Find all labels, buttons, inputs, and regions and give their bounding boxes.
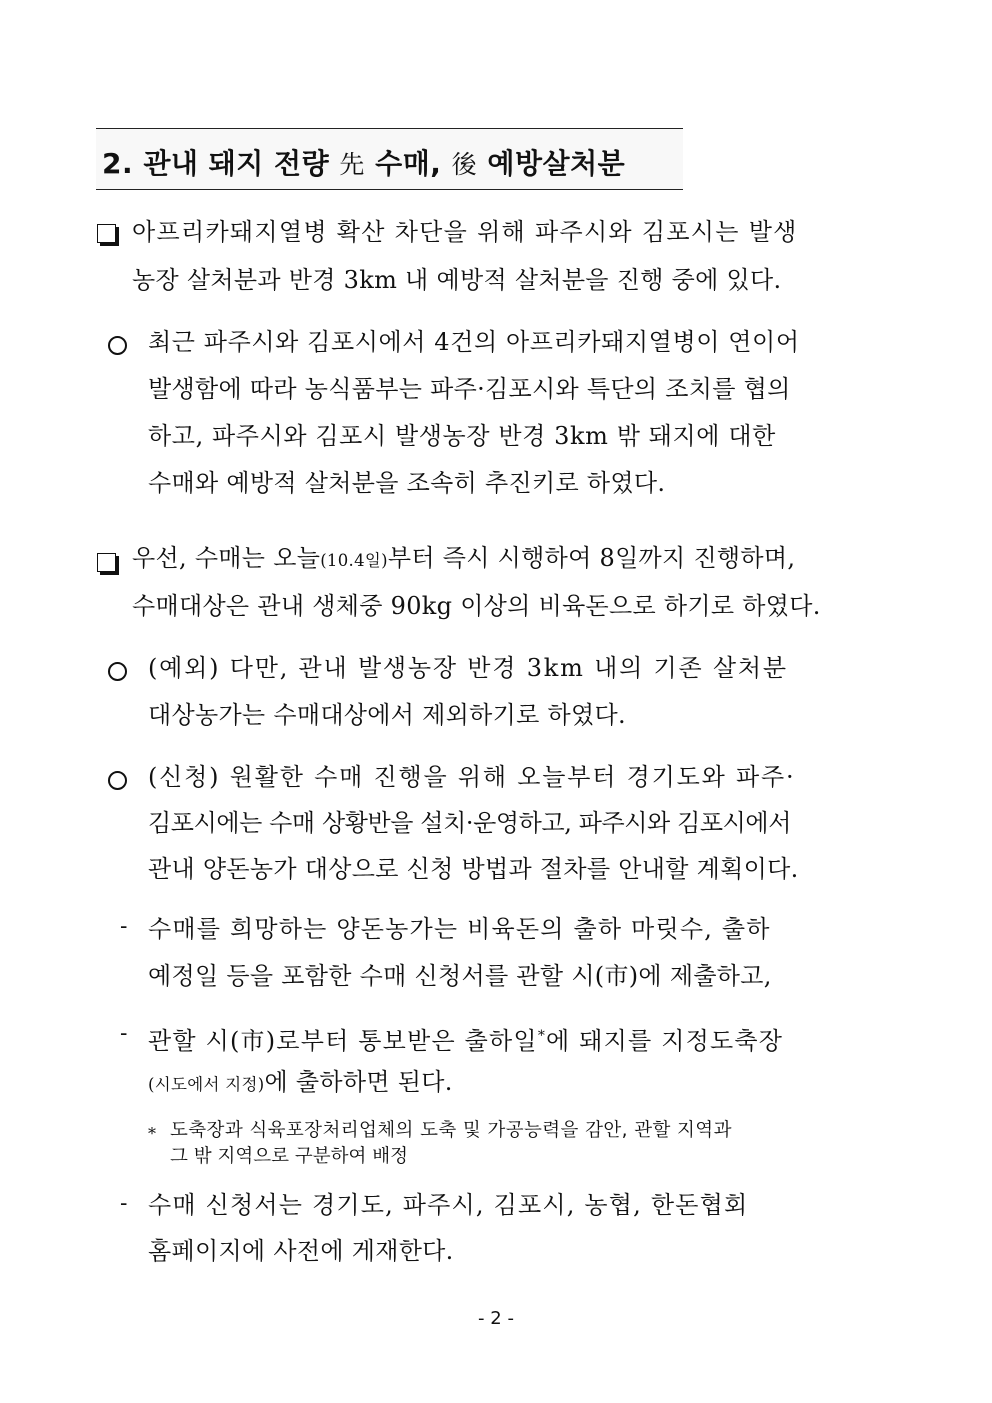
paragraph-line: 하고, 파주시와 김포시 발생농장 반경 3km 밖 돼지에 대한 [148, 422, 776, 450]
paragraph-line [132, 542, 795, 577]
section-heading-box [96, 128, 683, 190]
heading-mid: 수매, [364, 147, 452, 180]
paragraph-line: 최근 파주시와 김포시에서 4건의 아프리카돼지열병이 연이어 [148, 328, 800, 356]
heading-hanja-first: 先 [339, 150, 365, 179]
circle-bullet-icon [108, 336, 127, 355]
text-run: 에 출하하면 된다. [264, 1068, 453, 1096]
dash-bullet: - [120, 914, 128, 939]
footnote-star: * [148, 1124, 156, 1143]
heading-suffix: 예방살처분 [477, 147, 626, 180]
circle-bullet-icon [108, 771, 127, 790]
square-bullet-icon [97, 224, 116, 243]
designation-note: (시도에서 지정) [148, 1075, 265, 1094]
section-heading [102, 142, 625, 182]
paragraph-line: 농장 살처분과 반경 3km 내 예방적 살처분을 진행 중에 있다. [132, 266, 782, 294]
square-bullet-icon [97, 553, 116, 572]
paragraph-line [148, 1066, 453, 1101]
dash-bullet: - [120, 1021, 128, 1046]
circle-bullet-icon [108, 662, 127, 681]
paragraph-line: 관내 양돈농가 대상으로 신청 방법과 절차를 안내할 계획이다. [148, 855, 799, 883]
text-run: 관할 시(市)로부터 통보받은 출하일 [148, 1027, 538, 1055]
text-run: 에 돼지를 지정도축장 [546, 1027, 784, 1055]
paragraph-line: 예정일 등을 포함한 수매 신청서를 관할 시(市)에 제출하고, [148, 962, 772, 990]
text-run: 우선, 수매는 오늘 [132, 544, 321, 572]
dash-bullet: - [120, 1191, 128, 1216]
paragraph-line: 수매와 예방적 살처분을 조속히 추진키로 하였다. [148, 469, 666, 497]
paragraph-line: (예외) 다만, 관내 발생농장 반경 3km 내의 기존 살처분 [148, 654, 788, 682]
heading-prefix: 2. 관내 돼지 전량 [102, 147, 340, 180]
heading-hanja-after: 後 [451, 150, 478, 179]
paragraph-line: (신청) 원활한 수매 진행을 위해 오늘부터 경기도와 파주· [148, 763, 796, 791]
paragraph-line: 발생함에 따라 농식품부는 파주·김포시와 특단의 조치를 협의 [148, 375, 791, 403]
paragraph-line: 김포시에는 수매 상황반을 설치·운영하고, 파주시와 김포시에서 [148, 809, 791, 837]
footnote-mark: * [537, 1028, 547, 1044]
paragraph-line: 수매를 희망하는 양돈농가는 비육돈의 출하 마릿수, 출하 [148, 915, 771, 943]
page-number: - 2 - [478, 1308, 514, 1329]
paragraph-line [148, 1020, 783, 1057]
text-run: 부터 즉시 시행하여 8일까지 진행하며, [387, 544, 796, 572]
paragraph-line: 수매대상은 관내 생체중 90kg 이상의 비육돈으로 하기로 하였다. [132, 592, 821, 620]
paragraph-line: 아프리카돼지열병 확산 차단을 위해 파주시와 김포시는 발생 [132, 218, 798, 246]
footnote-line: 그 밖 지역으로 구분하여 배정 [170, 1146, 408, 1167]
date-note: (10.4일) [320, 551, 388, 570]
paragraph-line: 수매 신청서는 경기도, 파주시, 김포시, 농협, 한돈협회 [148, 1191, 749, 1219]
footnote-line: 도축장과 식육포장처리업체의 도축 및 가공능력을 감안, 관할 지역과 [170, 1120, 732, 1141]
paragraph-line: 홈페이지에 사전에 게재한다. [148, 1237, 454, 1265]
paragraph-line: 대상농가는 수매대상에서 제외하기로 하였다. [148, 701, 626, 729]
